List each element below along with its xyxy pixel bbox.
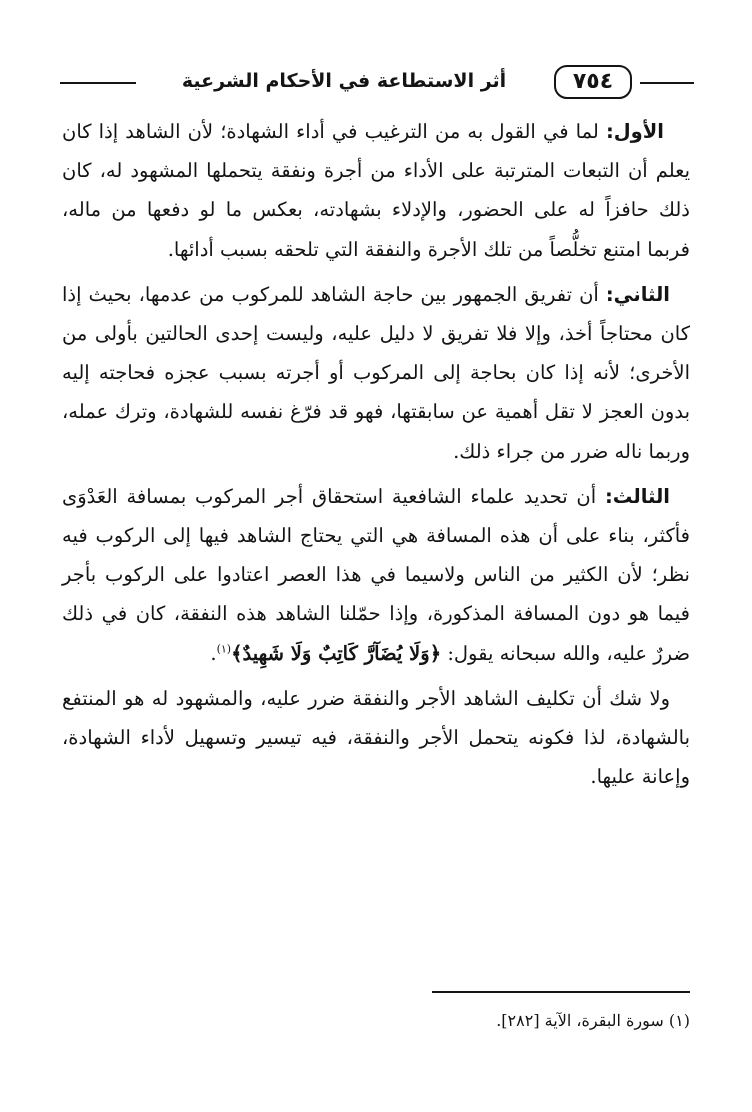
- paragraph-text: أن تفريق الجمهور بين حاجة الشاهد للمركوب من عدمها، بحيث إذا كان محتاجاً أخذ، وإلا فلا تفريق لا دليل عليه، وليست إحدى الحالتين بأولى من الأخرى؛ لأنه إذا كان بحاجة إلى المركوب أو أجرته بسبب عجزه فحاجته إليه بدون العجز لا تقل أهمية عن سابقتها، فهو قد فرّغ نفسه للشهادة، وترك عمله، وربما ناله ضرر من جراء ذلك.: [62, 282, 690, 463]
- paragraph-fourth: [62, 679, 690, 797]
- paragraph-lead: الثالث:: [604, 484, 670, 508]
- footnote: (١) سورة البقرة، الآية [٢٨٢].: [496, 1011, 690, 1030]
- body-text: [62, 112, 690, 796]
- running-header: [60, 62, 694, 102]
- paragraph-text: ولا شك أن تكليف الشاهد الأجر والنفقة ضرر عليه، والمشهود له هو المنتفع بالشهادة، لذا فكونه يتحمل الأجر والنفقة، فيه تيسير وتسهيل لأداء الشهادة، وإعانة عليها.: [62, 686, 690, 789]
- footnote-reference[interactable]: (١): [216, 642, 232, 656]
- paragraph-lead: الأول:: [605, 120, 664, 143]
- quran-verse: ﴿وَلَا يُضَآرَّ كَاتِبٌ وَلَا شَهِيدٌ﴾: [231, 641, 442, 665]
- paragraph-lead: الثاني:: [605, 282, 670, 306]
- paragraph-second: [62, 275, 690, 471]
- paragraph-third: [62, 477, 690, 673]
- header-title: أثر الاستطاعة في الأحكام الشرعية: [181, 70, 507, 92]
- footnote-divider: [432, 991, 690, 993]
- paragraph-text: لما في القول به من الترغيب في أداء الشهادة؛ لأن الشاهد إذا كان يعلم أن التبعات المترتبة على الأداء من أجرة ونفقة يتحملها المشهود له، كان ذلك حافزاً له على الحضور، والإدلاء بشهادته، بعكس ما لو دفعها من ماله، فربما امتنع تخلُّصاً من تلك الأجرة والنفقة التي تلحقه بسبب أدائها.: [62, 120, 690, 261]
- paragraph-first: [62, 112, 690, 269]
- header-rule-right: [640, 82, 694, 84]
- paragraph-tail: .: [210, 641, 217, 665]
- page-number: ٧٥٤: [554, 65, 632, 99]
- paragraph-text: أن تحديد علماء الشافعية استحقاق أجر المركوب بمسافة العَدْوَى فأكثر، بناء على أن هذه المسافة هي التي يحتاج الشاهد فيها إلى الركوب فيه نظر؛ لأن الكثير من الناس ولاسيما في هذا العصر اعتادوا على الركوب بأجر فيما هو دون المسافة المذكورة، وإذا حمّلنا الشاهد هذه النفقة، كان في ذلك ضررٌ عليه، والله سبحانه يقول:: [62, 484, 690, 665]
- header-rule-left: [60, 82, 136, 84]
